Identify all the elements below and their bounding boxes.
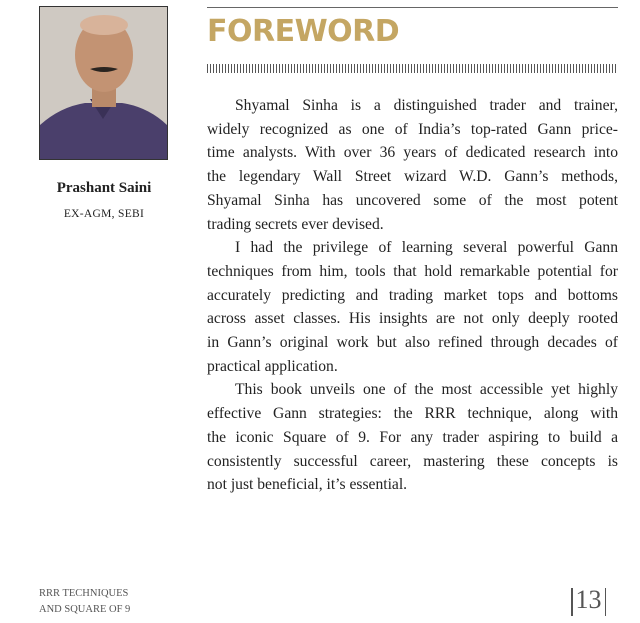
author-photo — [39, 6, 168, 160]
text-line: This book unveils one of the most accessible yet highly — [235, 381, 618, 399]
page-number-text: 13 — [575, 585, 602, 614]
text-line: trading secrets ever devised. — [207, 215, 384, 233]
page-title: FOREWORD — [207, 14, 400, 49]
text-line: Shyamal Sinha has uncovered some of the most potent — [207, 191, 618, 209]
text-line: in Gann’s original work but also refined through decades of — [207, 334, 618, 352]
text-line: the iconic Square of 9. For any trader aspiring to build a — [207, 428, 618, 446]
footer-line-1: RRR TECHNIQUES — [39, 588, 129, 599]
footer-line-2: AND SQUARE OF 9 — [39, 604, 131, 615]
book-title-footer — [39, 586, 130, 618]
author-name: Prashant Saini — [56, 180, 152, 196]
page-number — [568, 585, 609, 616]
top-rule — [207, 7, 618, 8]
text-line: practical application. — [207, 357, 338, 375]
text-line: time analysts. With over 36 years of dedicated research into — [207, 144, 618, 162]
text-line: accurately predicting and trading market tops and bottoms — [207, 286, 618, 304]
text-line: techniques from him, tools that hold remarkable potential for — [207, 262, 618, 280]
text-line: across asset classes. His insights are not only deeply rooted — [207, 310, 618, 328]
text-line: not just beneficial, it’s essential. — [207, 476, 408, 494]
text-line: consistently successful career, mastering these concepts is — [207, 452, 618, 470]
author-role: EX-AGM, SEBI — [63, 208, 145, 220]
text-line: I had the privilege of learning several powerful Gann — [235, 239, 618, 257]
foreword-body — [207, 94, 618, 497]
text-line: the legendary Wall Street wizard W.D. Gann’s methods, — [207, 168, 618, 186]
divider — [605, 588, 607, 616]
text-line: effective Gann strategies: the RRR technique, along with — [207, 405, 618, 423]
paragraph-3 — [207, 378, 618, 497]
paragraph-2 — [207, 236, 618, 378]
text-line: widely recognized as one of India’s top-rated Gann price- — [207, 120, 618, 138]
text-line: Shyamal Sinha is a distinguished trader and trainer, — [235, 97, 618, 114]
paragraph-1 — [207, 94, 618, 236]
divider — [571, 588, 573, 616]
decorative-tick-rule — [207, 64, 618, 73]
